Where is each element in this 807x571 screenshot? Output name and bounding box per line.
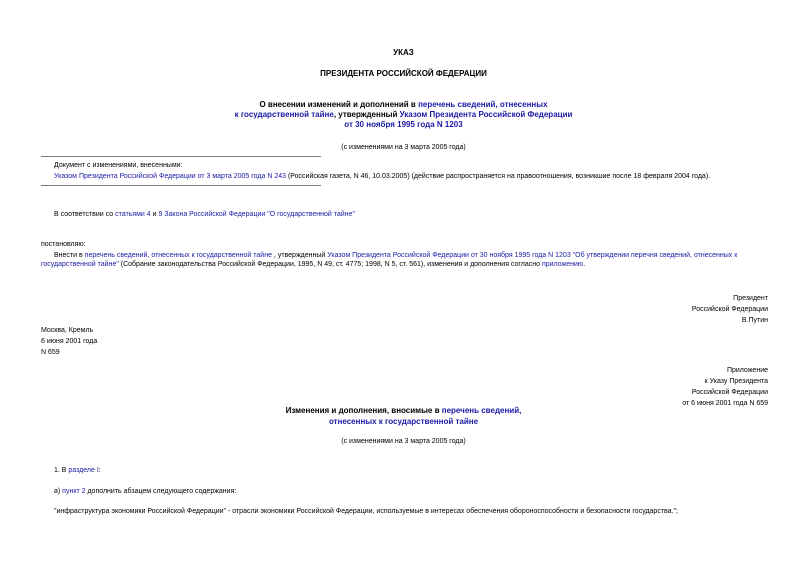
appendix-title-link-secret[interactable]: отнесенных к государственной тайне [328,417,479,426]
appendix-title [0,405,807,427]
divider-bottom [41,185,321,186]
item-text: дополнить абзацем следующего содержания: [85,488,237,495]
appendix-ref-title: Приложение [726,367,768,374]
signature-office: Российской Федерации [691,306,768,313]
doc-title-link-secret[interactable]: к государственной тайне [234,110,334,119]
amendment-line [54,172,794,181]
item-link-section[interactable]: разделе I [68,467,99,474]
doc-title-text: О внесении изменений и дополнений в [259,100,419,109]
place: Москва, Кремль [41,327,94,334]
paragraph-link-decree[interactable]: Указом Президента Российской Федерации от 30 ноября 1995 года N 1203 "Об утверждении перечня сведений, отнесенных к [327,252,738,259]
appendix-ref-line: Российской Федерации [691,389,768,396]
doc-title-link-decree[interactable]: Указом Президента Российской Федерации [399,110,573,119]
amendment-label: Документ с изменениями, внесенными: [54,162,183,169]
document-title [0,100,807,130]
paragraph-text: (Собрание законодательства Российской Федерации, 1995, N 49, ст. 4775; 1998, N 5, ст. 561), изменения и дополнения согласно [118,261,542,268]
changes-note: (с изменениями на 3 марта 2005 года) [341,144,466,151]
paragraph-text: , утвержденный [271,252,328,259]
item-text: а) [54,488,63,495]
preamble-link-article9[interactable]: 9 Закона Российской Федерации "О государственной тайне" [158,211,355,218]
divider-top [41,156,321,157]
signature-block [692,293,768,326]
item-a [54,487,236,496]
decree-paragraph [41,251,771,269]
quote-text: "инфраструктура экономики Российской Федерации" - отрасли экономики Российской Федерации, используемые в интересах обеспечения обороноспособности и безопасности государства."; [54,508,678,515]
amendment-rest: (Российская газета, N 46, 10.03.2005) (действие распространяется на правоотношения, возникшие после 18 февраля 2004 года). [286,173,711,180]
signature-title: Президент [733,295,768,302]
doc-title-link-list[interactable]: перечень сведений, отнесенных [418,100,548,109]
paragraph-text: Внести в [54,252,85,259]
paragraph-link-list[interactable]: перечень сведений, отнесенных к государственной тайне [84,252,272,259]
appendix-ref-block [682,365,768,409]
paragraph-link-appendix[interactable]: приложению [542,261,584,268]
doc-title-link-date[interactable]: от 30 ноября 1995 года N 1203 [344,120,463,129]
item-text: : [98,467,101,474]
appendix-title-link-list[interactable]: перечень сведений, [441,406,522,415]
preamble-text: В соответствии со [54,211,116,218]
item-1 [54,466,101,475]
postanovlyayu: постановляю: [41,241,86,248]
date: 6 июня 2001 года [41,338,98,345]
amendment-link[interactable]: Указом Президента Российской Федерации от 3 марта 2005 года N 243 [54,173,286,180]
appendix-ref-line: к Указу Президента [704,378,768,385]
preamble [54,210,355,219]
appendix-title-text: Изменения и дополнения, вносимые в [285,406,442,415]
place-date-block [41,325,97,358]
number: N 659 [41,349,60,356]
appendix-ref-date: от 6 июня 2001 года N 659 [682,400,768,407]
appendix-changes-note: (с изменениями на 3 марта 2005 года) [341,438,466,445]
signature-name: В.Путин [741,317,768,324]
item-text: 1. В [54,467,69,474]
paragraph-text: . [583,261,586,268]
item-link-point2[interactable]: пункт 2 [62,488,86,495]
preamble-link-article4[interactable]: статьями 4 [115,211,151,218]
decree-heading: УКАЗ [393,48,414,57]
paragraph-link-decree-cont[interactable]: государственной тайне" [41,261,119,268]
preamble-text: и [150,211,159,218]
decree-subheading: ПРЕЗИДЕНТА РОССИЙСКОЙ ФЕДЕРАЦИИ [320,69,487,78]
doc-title-text: , утвержденный [333,110,400,119]
